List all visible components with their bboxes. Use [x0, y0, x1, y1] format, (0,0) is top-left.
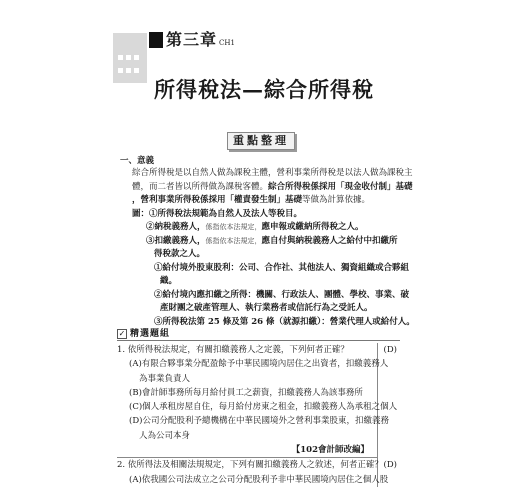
section-body: [132, 167, 415, 329]
checkbox-icon: ✓: [118, 329, 126, 338]
exercise-label: 精選題組: [130, 329, 171, 339]
note-item-3: ③扣繳義務人，係指依本法規定，應自付與納稅義務人之給付中扣繳所: [146, 235, 398, 246]
body-line: ，營利事業所得稅係採用「權責發生制」基礎等做為計算依據。: [132, 195, 371, 205]
body-line: 體，而二者皆以所得做為課稅客體。綜合所得稅係採用「現金收付制」基礎: [132, 181, 413, 192]
question-option: (A)有限合夥事業分配盈餘予中華民國境內居住之出資者，扣繳義務人: [129, 359, 389, 370]
question-answer: (D): [383, 460, 397, 471]
question-stem: 2. 依所得法及相關法規規定，下列有關扣繳義務人之敘述，何者正確？: [117, 460, 383, 471]
body-line: 綜合所得稅是以自然人做為課稅主體，營利事業所得稅是以法人做為課稅主: [132, 168, 413, 178]
question-option: (C)個人承租房屋自住，每月給付房東之租金，扣繳義務人為承租之個人: [129, 402, 398, 413]
question-source: 【102會計師改編】: [291, 445, 369, 456]
chapter-title: [166, 31, 235, 52]
chapter-marker-icon: [149, 32, 163, 48]
question-answer: (D): [383, 345, 397, 355]
chapter-subtitle: CH1: [219, 39, 235, 47]
note-item-3-cont: 得稅款之人。: [154, 249, 206, 259]
question-option: (B)會計師事務所每月給付員工之薪資，扣繳義務人為該事務所: [129, 387, 363, 398]
sub-item: ③所得稅法第 25 條及第 26 條（就源扣繳）：營業代理人或給付人。: [154, 316, 415, 327]
question-1: [117, 343, 398, 457]
question-list: [117, 343, 400, 487]
chapter-title-text: 第三章: [166, 30, 218, 49]
sub-item: ②給付境內應扣繳之所得：機關、行政法人、團體、學校、事業、破: [154, 289, 410, 300]
sub-item-cont: 產財團之破產管理人、執行業務者或信託行為之受託人。: [160, 303, 373, 313]
question-stem: 1. 依所得稅法規定，有關扣繳義務人之定義，下列何者正確？: [117, 345, 349, 355]
page-title: 所得稅法—綜合所得稅: [154, 77, 374, 102]
note-line: [132, 208, 397, 222]
note-item-2: ②納稅義務人，係指依本法規定，應申報或繳納所得稅之人。: [146, 222, 364, 232]
key-points-label: 重點整理: [233, 134, 289, 147]
note-item-1: ①所得稅法規範為自然人及法人等稅目。: [149, 208, 303, 219]
chapter-decoration-dots: [118, 55, 140, 77]
question-option: (A)依我國公司法成立之公司分配股利予非中華民國境內居住之個人股: [129, 474, 389, 485]
section-heading: 一、意義: [120, 156, 155, 166]
question-option-cont: 為事業負責人: [139, 373, 191, 384]
question-2: [117, 458, 397, 487]
question-option-cont: 人為公司本身: [139, 430, 191, 441]
key-points-box: [227, 132, 295, 150]
note-label: 圖：: [132, 208, 150, 219]
question-option: (D)公司分配股利予總機構在中華民國境外之營利事業股東，扣繳義務: [129, 416, 389, 427]
sub-item: ①給付境外股東股利：公司、合作社、其他法人、獨資組織或合夥組: [154, 262, 410, 273]
exercise-header: [117, 328, 400, 341]
sub-item-cont: 織。: [160, 276, 178, 286]
